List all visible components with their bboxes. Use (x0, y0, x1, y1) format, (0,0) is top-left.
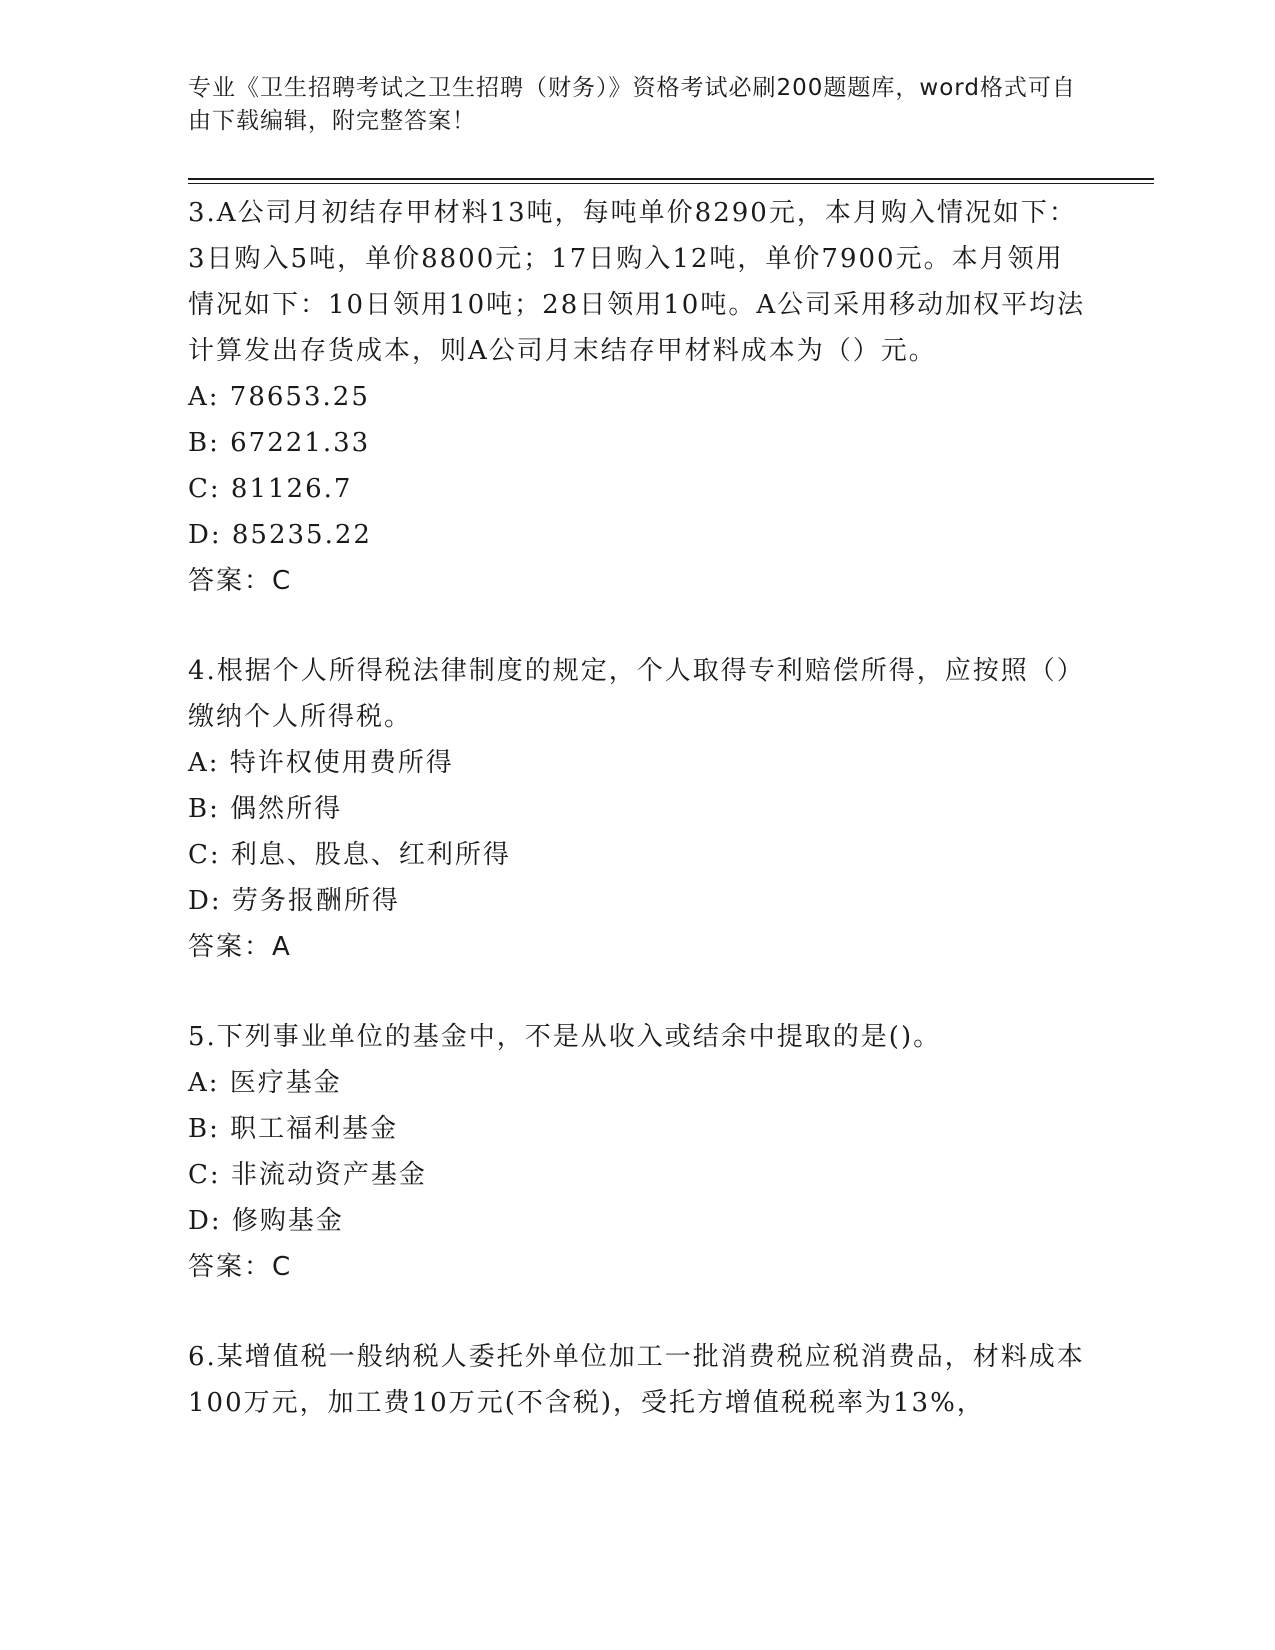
question-5 (188, 1014, 1088, 1290)
question-stem: 6.某增值税一般纳税人委托外单位加工一批消费税应税消费品，材料成本100万元，加工费10万元(不含税)，受托方增值税税率为13%， (188, 1342, 1085, 1418)
document-header-title: 专业《卫生招聘考试之卫生招聘（财务）》资格考试必刷200题题库，word格式可自由下载编辑，附完整答案！ (188, 75, 1076, 134)
question-spacer (188, 1290, 1088, 1334)
questions-list (188, 190, 1088, 1426)
question-6 (188, 1334, 1088, 1426)
header-divider-thin (188, 183, 1154, 184)
header-divider (188, 178, 1154, 180)
option-b: B: 偶然所得 (188, 794, 343, 824)
question-stem: 5.下列事业单位的基金中，不是从收入或结余中提取的是()。 (188, 1022, 942, 1052)
option-d: D: 修购基金 (188, 1206, 344, 1236)
option-b: B: 67221.33 (188, 428, 371, 458)
question-spacer (188, 604, 1088, 648)
question-answer: 答案：C (188, 1252, 293, 1282)
option-a: A: 特许权使用费所得 (188, 748, 454, 778)
option-c: C: 非流动资产基金 (188, 1160, 427, 1190)
question-stem: 4.根据个人所得税法律制度的规定，个人取得专利赔偿所得，应按照（）缴纳个人所得税。 (188, 656, 1085, 732)
question-spacer (188, 970, 1088, 1014)
question-3 (188, 190, 1088, 604)
option-d: D: 85235.22 (188, 520, 372, 550)
question-answer: 答案：A (188, 932, 292, 962)
option-c: C: 81126.7 (188, 474, 353, 504)
option-b: B: 职工福利基金 (188, 1114, 399, 1144)
option-a: A: 医疗基金 (188, 1068, 342, 1098)
option-c: C: 利息、股息、红利所得 (188, 840, 511, 870)
question-stem: 3.A公司月初结存甲材料13吨，每吨单价8290元，本月购入情况如下：3日购入5吨，单价8800元；17日购入12吨，单价7900元。本月领用情况如下：10日领用10吨；28日领用10吨。A公司采用移动加权平均法计算发出存货成本，则A公司月末结存甲材料成本为（）元。 (188, 198, 1086, 366)
option-d: D: 劳务报酬所得 (188, 886, 400, 916)
question-answer: 答案：C (188, 566, 293, 596)
question-4 (188, 648, 1088, 970)
option-a: A: 78653.25 (188, 382, 370, 412)
